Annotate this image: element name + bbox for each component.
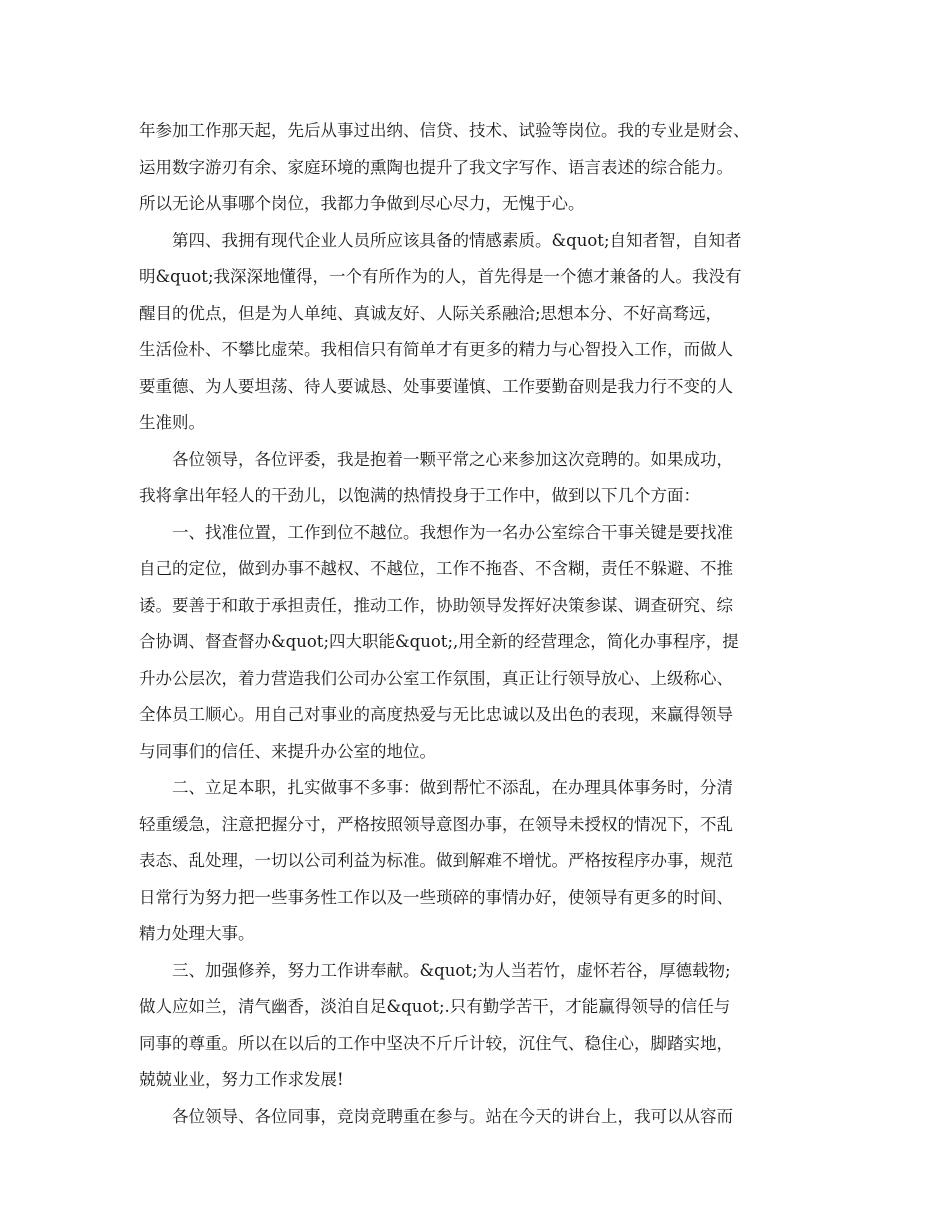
text-line: 要重德、为人要坦荡、待人要诚恳、处事要谨慎、工作要勤奋则是我力行不变的人 [139, 376, 733, 396]
text-line: 兢兢业业，努力工作求发展! [139, 1070, 344, 1089]
text-line: 生准则。 [139, 413, 205, 432]
text-line: 全体员工顺心。用自己对事业的高度热爱与无比忠诚以及出色的表现，来赢得领导 [139, 705, 733, 724]
text-line: 二、立足本职，扎实做事不多事：做到帮忙不添乱，在办理具体事务时，分清 [139, 778, 733, 797]
text-line: 所以无论从事哪个岗位，我都力争做到尽心尽力，无愧于心。 [139, 194, 585, 213]
paragraph [139, 515, 829, 771]
text-line: 合协调、督查督办&quot;四大职能&quot;,用全新的经营理念，简化办事程序，提 [139, 632, 739, 651]
paragraph [139, 1099, 829, 1136]
text-line: 三、加强修养，努力工作讲奉献。&quot;为人当若竹，虚怀若谷，厚德载物; [139, 960, 731, 980]
text-line: 诿。要善于和敢于承担责任，推动工作，协助领导发挥好决策参谋、调查研究、综 [139, 595, 733, 615]
text-line: 做人应如兰，清气幽香，淡泊自足&quot;.只有勤学苦干，才能赢得领导的信任与 [139, 997, 731, 1016]
text-line: 同事的尊重。所以在以后的工作中坚决不斤斤计较，沉住气、稳住心，脚踏实地， [139, 1033, 733, 1053]
text-line: 运用数字游刃有余、家庭环境的熏陶也提升了我文字写作、语言表述的综合能力。 [139, 157, 733, 177]
text-line: 升办公层次，着力营造我们公司办公室工作氛围，真正让行领导放心、上级称心、 [139, 668, 733, 688]
document-body [139, 113, 829, 1135]
text-line: 与同事们的信任、来提升办公室的地位。 [139, 741, 436, 761]
text-line: 一、找准位置，工作到位不越位。我想作为一名办公室综合干事关键是要找准 [139, 522, 733, 542]
text-line: 明&quot;我深深地懂得，一个有所作为的人，首先得是一个德才兼备的人。我没有 [139, 267, 742, 286]
text-line: 自己的定位，做到办事不越权、不越位，工作不拖沓、不含糊，责任不躲避、不推 [139, 559, 733, 578]
paragraph [139, 770, 829, 953]
paragraph [139, 442, 829, 515]
text-line: 各位领导，各位评委，我是抱着一颗平常之心来参加这次竞聘的。如果成功， [139, 449, 733, 469]
text-line: 我将拿出年轻人的干劲儿，以饱满的热情投身于工作中，做到以下几个方面： [139, 486, 700, 505]
paragraph [139, 953, 829, 1099]
paragraph [139, 223, 829, 442]
text-line: 各位领导、各位同事，竞岗竞聘重在参与。站在今天的讲台上，我可以从容而 [139, 1106, 733, 1126]
text-line: 日常行为努力把一些事务性工作以及一些琐碎的事情办好，使领导有更多的时间、 [139, 887, 733, 907]
text-line: 醒目的优点，但是为人单纯、真诚友好、人际关系融洽;思想本分、不好高骛远， [139, 303, 723, 323]
text-line: 表态、乱处理，一切以公司利益为标准。做到解难不增忧。严格按程序办事，规范 [139, 851, 733, 870]
text-line: 精力处理大事。 [139, 924, 255, 943]
text-line: 年参加工作那天起，先后从事过出纳、信贷、技术、试验等岗位。我的专业是财会、 [139, 121, 750, 140]
text-line: 第四、我拥有现代企业人员所应该具备的情感素质。&quot;自知者智，自知者 [139, 230, 742, 250]
text-line: 轻重缓急，注意把握分寸，严格按照领导意图办事，在领导未授权的情况下，不乱 [139, 814, 733, 834]
paragraph [139, 113, 829, 223]
text-line: 生活俭朴、不攀比虚荣。我相信只有简单才有更多的精力与心智投入工作，而做人 [139, 340, 733, 359]
